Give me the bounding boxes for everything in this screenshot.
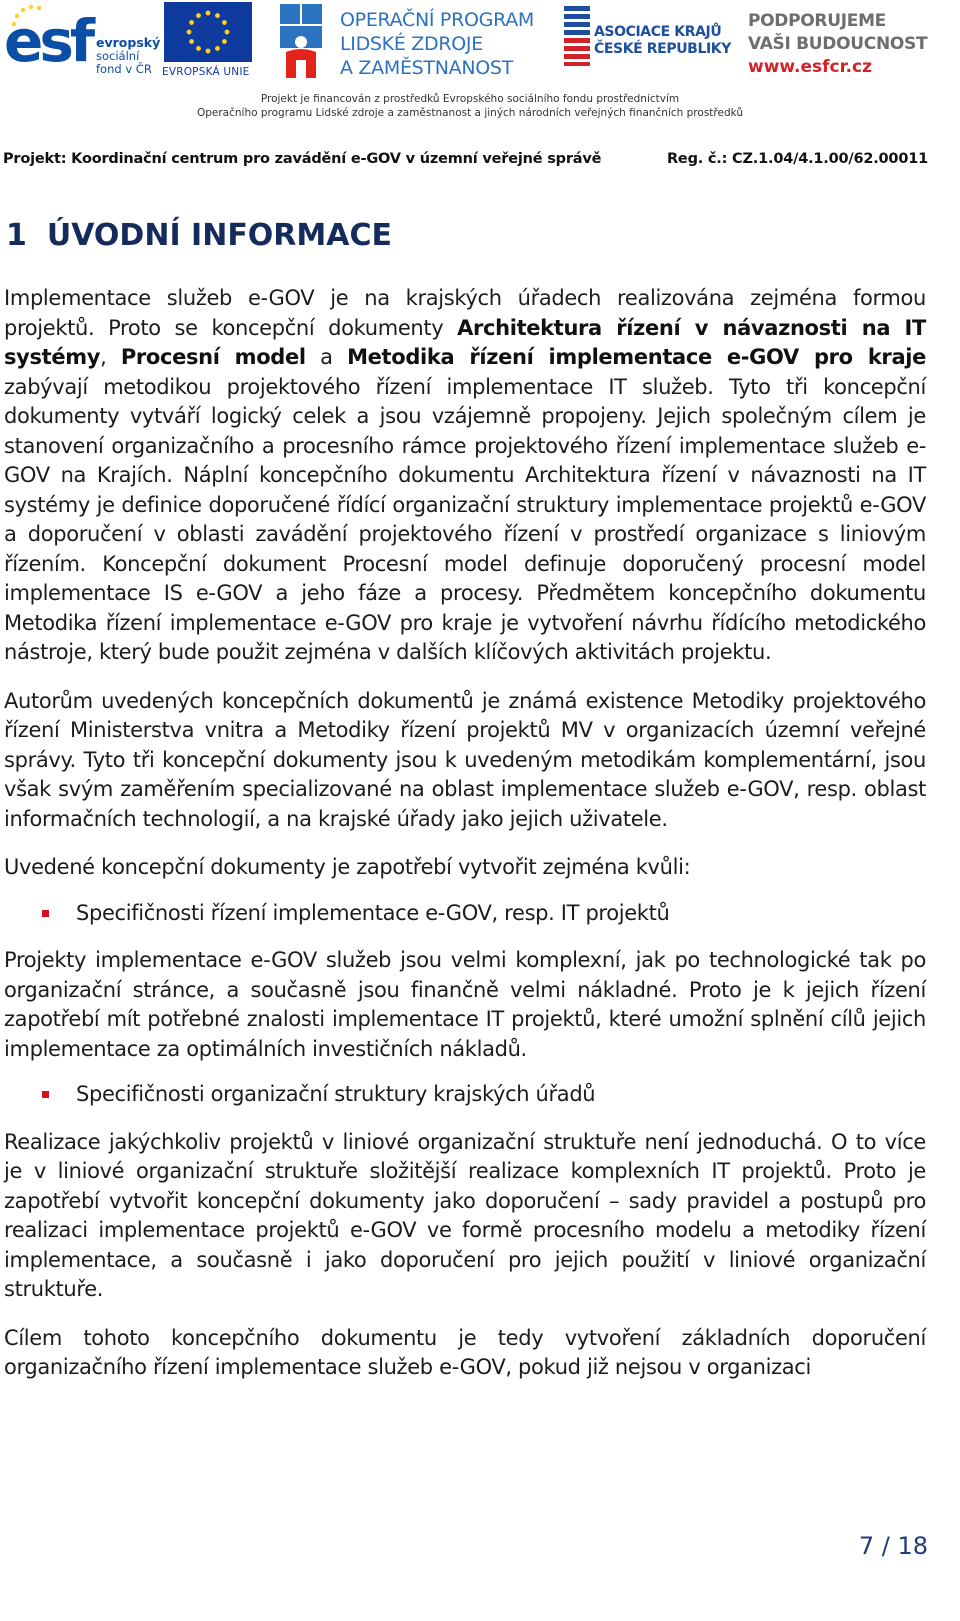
eu-star-icon: [222, 20, 227, 25]
eu-star-icon: [222, 39, 227, 44]
esf-line-3: fond v ČR: [96, 62, 152, 76]
esf-url[interactable]: www.esfcr.cz: [748, 57, 872, 77]
square-bullet-icon: [42, 1091, 49, 1098]
esf-logo: [4, 4, 161, 80]
section-title: ÚVODNÍ INFORMACE: [46, 218, 392, 253]
eu-star-icon: [225, 30, 230, 35]
page-number: 7 / 18: [858, 1532, 928, 1560]
list-item: [4, 1080, 926, 1110]
text-run: ,: [100, 345, 121, 369]
akcr-stripes-icon: [564, 6, 590, 66]
section-heading: [6, 218, 392, 253]
slogan-block: [748, 10, 958, 80]
text-run: a: [305, 345, 348, 369]
list-item: [4, 899, 926, 929]
document-body: [4, 284, 926, 1402]
paragraph-it-projects: Projekty implementace e-GOV služeb jsou velmi komplexní, jak po technologické tak po organizační stránce, a současně jsou finančně velmi nákladné. Proto je k jejich řízení zapotřebí mít potřebné znalosti implementace IT projektů, které umožní splnění cílů jejich implementace za optimálních investičních nákladů.: [4, 948, 926, 1061]
header-logo-strip: [0, 0, 960, 119]
paragraph-authors: Autorům uvedených koncepčních dokumentů je známá existence Metodiky projektového řízení Ministerstva vnitra a Metodiky řízení projektů MV v organizacích územní veřejné správy. Tyto tři koncepční dokumenty jsou k uvedeným metodikám komplementární, jsou však svým zaměřením specializované na oblast implementace služeb e-GOV, resp. oblast informačních technologií, a na krajské úřady jako jejich uživatele.: [4, 688, 926, 831]
doc-name-metodika: Metodika řízení implementace e-GOV pro kraje: [347, 345, 927, 369]
eu-star-icon: [215, 46, 220, 51]
doc-name-procesni-model: Procesní model: [120, 345, 306, 369]
eu-flag-icon: [164, 2, 252, 62]
eu-logo: [162, 2, 254, 80]
reason-list-1: [4, 899, 926, 929]
funding-note: [180, 92, 760, 120]
akcr-logo: [564, 6, 734, 68]
paragraph-reasons-intro: Uvedené koncepční dokumenty je zapotřebí vytvořit zejména kvůli:: [4, 855, 691, 879]
eu-star-icon: [196, 13, 201, 18]
oplz-figure-icon: [276, 2, 332, 78]
square-bullet-icon: [42, 910, 49, 917]
doc-name-architektura: Architektura řízení v návaznosti na IT systémy: [4, 315, 926, 369]
registration-number: Reg. č.: CZ.1.04/4.1.00/62.00011: [666, 151, 928, 167]
oplz-logo: [276, 2, 546, 82]
list-item-text: Specifičnosti řízení implementace e-GOV, resp. IT projektů: [76, 900, 670, 925]
eu-star-icon: [215, 13, 220, 18]
eu-star-icon: [206, 11, 211, 16]
eu-logo-text: EVROPSKÁ UNIE: [162, 66, 250, 78]
paragraph-intro: [4, 284, 926, 668]
text-run: Implementace služeb e-GOV je na krajských úřadech realizována zejména formou projektů. Proto se koncepční dokumenty: [4, 286, 926, 340]
slogan-line-1: PODPORUJEME: [748, 11, 886, 31]
esf-letters: esf: [4, 7, 92, 75]
eu-star-icon: [189, 20, 194, 25]
eu-star-icon: [206, 49, 211, 54]
project-info-bar: [0, 148, 960, 172]
esf-line-2: sociální: [96, 49, 140, 63]
reason-list-2: [4, 1080, 926, 1110]
eu-star-icon: [187, 30, 192, 35]
oplz-logo-text: OPERAČNÍ PROGRAM LIDSKÉ ZDROJE A ZAMĚSTNANOST: [340, 9, 534, 79]
project-title: Projekt: Koordinační centrum pro zavádění e-GOV v územní veřejné správě: [3, 151, 602, 167]
funding-line-1: Projekt je financován z prostředků Evropského sociálního fondu prostřednictvím: [260, 93, 680, 105]
text-run: zabývají metodikou projektového řízení implementace IT služeb. Tyto tři koncepční dokumenty vytváří logický celek a jsou vzájemně propojeny. Jejich společným cílem je stanovení organizačního a procesního rámce projektového řízení implementace služeb e-GOV na Krajích. Náplní koncepčního dokumentu Architektura řízení v návaznosti na IT systémy je definice doporučené řídící organizační struktury implementace projektů e-GOV a doporučení v oblasti zavádění projektového řízení v prostředí organizace s liniovým řízením. Koncepční dokument Procesní model definuje doporučený procesní model implementace IS e-GOV a jeho fáze a procesy. Předmětem koncepčního dokumentu Metodika řízení implementace e-GOV pro kraje je vytvoření návrhu řídícího metodického nástroje, který bude použit zejména v dalších klíčových aktivitách projektu.: [4, 374, 926, 664]
slogan-line-2: VAŠI BUDOUCNOST: [748, 34, 928, 54]
eu-star-icon: [189, 39, 194, 44]
eu-star-icon: [196, 46, 201, 51]
paragraph-line-structure: Realizace jakýchkoliv projektů v liniové organizační struktuře není jednoduchá. O to více je v liniové organizační struktuře složitější realizace komplexních IT projektů. Proto je zapotřebí vytvořit koncepční dokumenty jako doporučení – sady pravidel a postupů pro realizaci implementace projektů e-GOV ve formě procesního modelu a metodiky řízení implementace, a současně i jako doporučení pro jejich použití v liniové organizační struktuře.: [4, 1129, 926, 1301]
paragraph-goal: Cílem tohoto koncepčního dokumentu je tedy vytvoření základních doporučení organizačního řízení implementace služeb e-GOV, pokud již nejsou v organizaci: [4, 1325, 926, 1379]
esf-line-1: evropský: [96, 35, 161, 50]
funding-line-2: Operačního programu Lidské zdroje a zaměstnanost a jiných národních veřejných finančních prostředků: [196, 107, 744, 119]
akcr-logo-text: ASOCIACE KRAJŮ ČESKÉ REPUBLIKY: [594, 24, 731, 57]
list-item-text: Specifičnosti organizační struktury krajských úřadů: [76, 1082, 596, 1106]
section-number: 1: [6, 218, 27, 253]
esf-logo-text: [96, 36, 160, 76]
